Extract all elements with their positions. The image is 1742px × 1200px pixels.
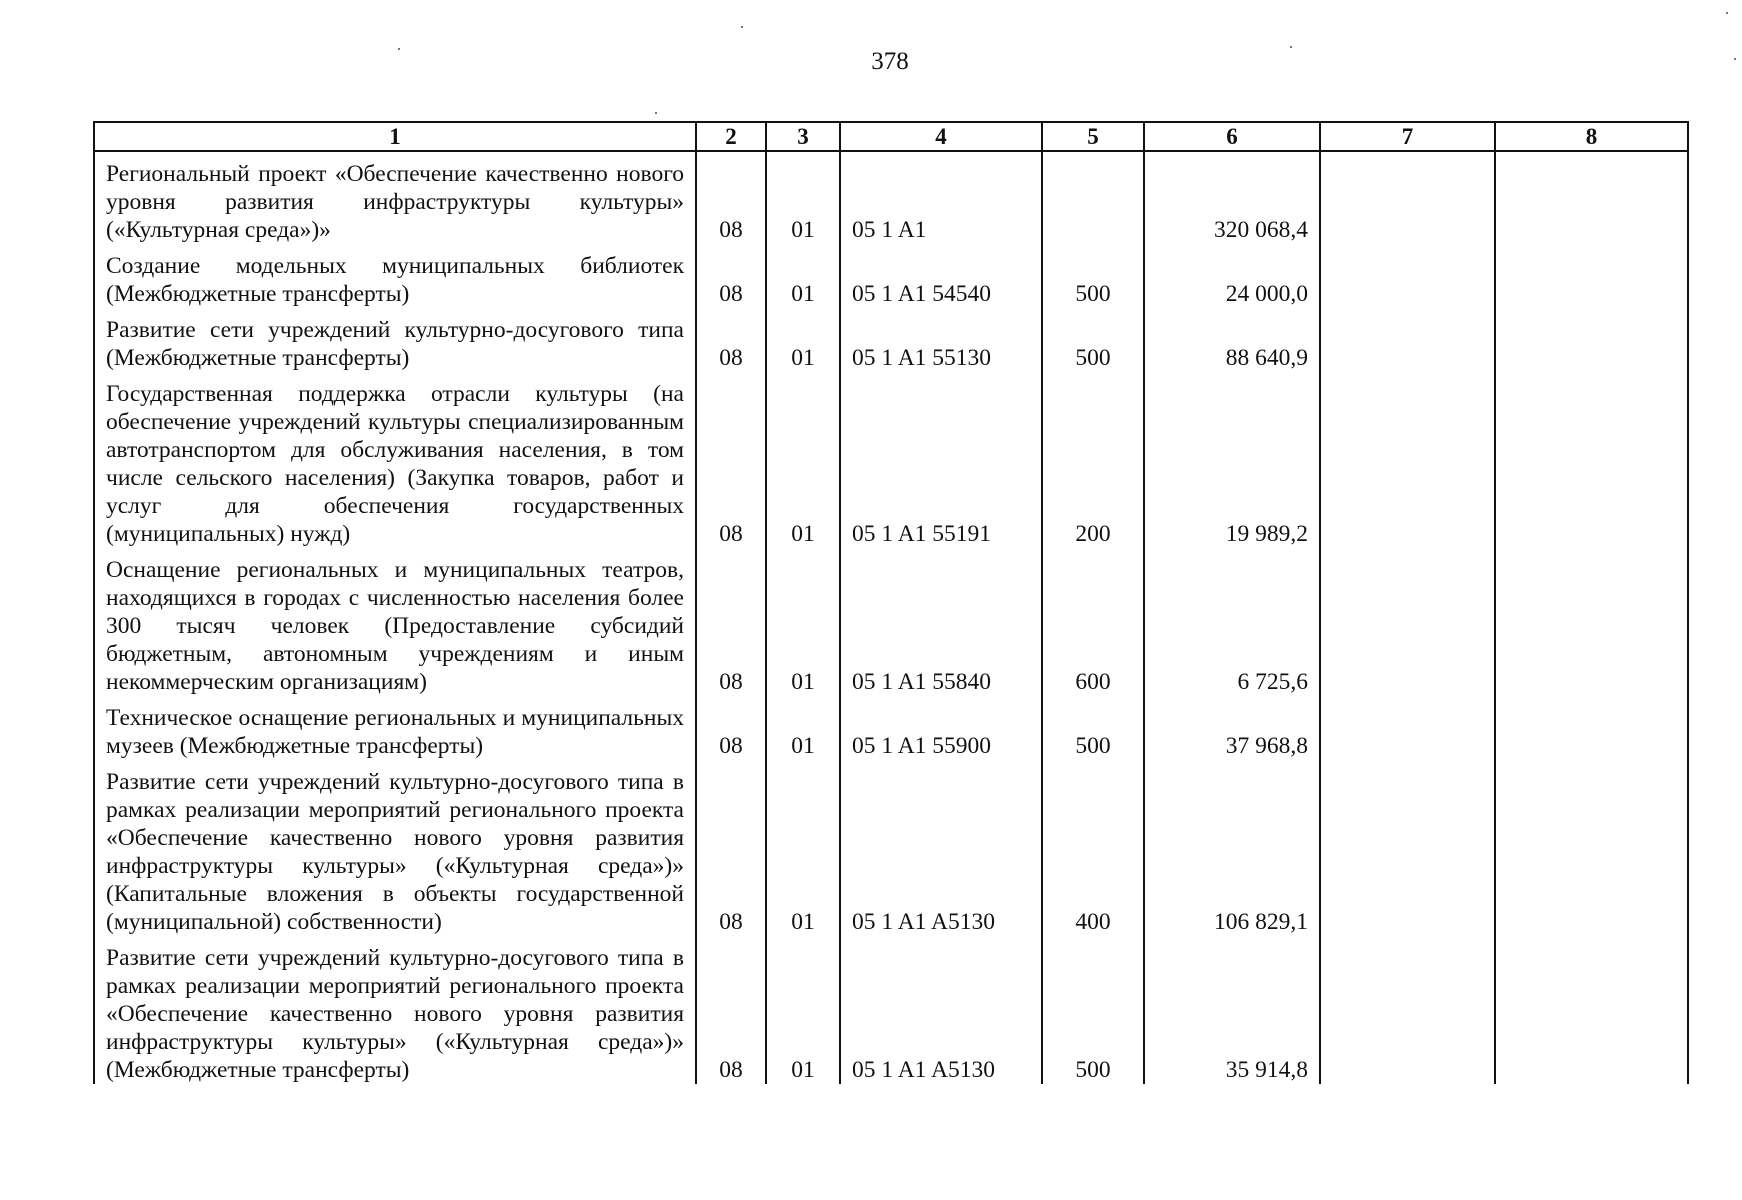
row-col7 <box>1320 760 1495 936</box>
row-name: Техническое оснащение региональных и муниципальных музеев (Межбюджетные трансферты) <box>94 696 696 760</box>
table-row <box>94 308 1688 372</box>
row-name: Региональный проект «Обеспечение качественно нового уровня развития инфраструктуры культуры» («Культурная среда»)» <box>94 151 696 244</box>
row-col8 <box>1495 244 1688 308</box>
row-col7 <box>1320 548 1495 696</box>
row-target-code: 05 1 A1 55900 <box>840 696 1042 760</box>
row-amount: 37 968,8 <box>1144 696 1320 760</box>
row-name: Оснащение региональных и муниципальных театров, находящихся в городах с численностью населения более 300 тысяч человек (Предоставление субсидий бюджетным, автономным учреждениям и иным некоммерческим организациям) <box>94 548 696 696</box>
row-amount: 19 989,2 <box>1144 372 1320 548</box>
scan-speck <box>741 26 743 28</box>
row-amount: 24 000,0 <box>1144 244 1320 308</box>
row-col7 <box>1320 244 1495 308</box>
budget-table <box>93 121 1689 1084</box>
row-col7 <box>1320 936 1495 1084</box>
row-col8 <box>1495 760 1688 936</box>
row-target-code: 05 1 A1 A5130 <box>840 760 1042 936</box>
row-expense-type: 500 <box>1042 244 1144 308</box>
row-name: Государственная поддержка отрасли культуры (на обеспечение учреждений культуры специализированным автотранспортом для обслуживания населения, в том числе сельского населения) (Закупка товаров, работ и услуг для обеспечения государственных (муниципальных) нужд) <box>94 372 696 548</box>
row-section: 08 <box>696 308 766 372</box>
column-header: 1 <box>94 122 696 151</box>
row-name: Развитие сети учреждений культурно-досугового типа в рамках реализации мероприятий регионального проекта «Обеспечение качественно нового уровня развития инфраструктуры культуры» («Культурная среда»)» (Межбюджетные трансферты) <box>94 936 696 1084</box>
column-header: 5 <box>1042 122 1144 151</box>
row-expense-type: 500 <box>1042 696 1144 760</box>
row-col8 <box>1495 936 1688 1084</box>
row-name: Создание модельных муниципальных библиотек (Межбюджетные трансферты) <box>94 244 696 308</box>
row-expense-type: 500 <box>1042 308 1144 372</box>
scan-speck <box>1734 58 1736 60</box>
row-section: 08 <box>696 244 766 308</box>
table-row <box>94 244 1688 308</box>
page-number: 378 <box>871 48 909 75</box>
row-amount: 35 914,8 <box>1144 936 1320 1084</box>
row-section: 08 <box>696 936 766 1084</box>
row-expense-type: 400 <box>1042 760 1144 936</box>
row-col7 <box>1320 372 1495 548</box>
row-amount: 6 725,6 <box>1144 548 1320 696</box>
column-header: 4 <box>840 122 1042 151</box>
row-subsection: 01 <box>766 760 840 936</box>
row-section: 08 <box>696 372 766 548</box>
row-target-code: 05 1 A1 A5130 <box>840 936 1042 1084</box>
scan-speck <box>1726 12 1728 14</box>
row-subsection: 01 <box>766 936 840 1084</box>
scan-speck <box>1290 46 1292 48</box>
row-expense-type: 500 <box>1042 936 1144 1084</box>
row-target-code: 05 1 A1 54540 <box>840 244 1042 308</box>
row-col8 <box>1495 308 1688 372</box>
header-row <box>94 122 1688 151</box>
row-col7 <box>1320 308 1495 372</box>
row-subsection: 01 <box>766 151 840 244</box>
row-name: Развитие сети учреждений культурно-досугового типа в рамках реализации мероприятий регионального проекта «Обеспечение качественно нового уровня развития инфраструктуры культуры» («Культурная среда»)» (Капитальные вложения в объекты государственной (муниципальной) собственности) <box>94 760 696 936</box>
row-col8 <box>1495 372 1688 548</box>
row-subsection: 01 <box>766 548 840 696</box>
row-section: 08 <box>696 760 766 936</box>
column-header: 6 <box>1144 122 1320 151</box>
row-col7 <box>1320 696 1495 760</box>
row-col7 <box>1320 151 1495 244</box>
table-row <box>94 760 1688 936</box>
row-amount: 106 829,1 <box>1144 760 1320 936</box>
scan-speck <box>398 48 400 50</box>
row-subsection: 01 <box>766 372 840 548</box>
row-expense-type: 600 <box>1042 548 1144 696</box>
row-col8 <box>1495 151 1688 244</box>
row-col8 <box>1495 548 1688 696</box>
row-section: 08 <box>696 696 766 760</box>
column-header: 2 <box>696 122 766 151</box>
row-expense-type <box>1042 151 1144 244</box>
row-col8 <box>1495 696 1688 760</box>
row-subsection: 01 <box>766 696 840 760</box>
row-target-code: 05 1 A1 <box>840 151 1042 244</box>
row-amount: 88 640,9 <box>1144 308 1320 372</box>
table-row <box>94 372 1688 548</box>
column-header: 7 <box>1320 122 1495 151</box>
row-subsection: 01 <box>766 244 840 308</box>
table-row <box>94 936 1688 1084</box>
scan-speck <box>655 112 657 114</box>
row-section: 08 <box>696 151 766 244</box>
row-target-code: 05 1 A1 55130 <box>840 308 1042 372</box>
row-subsection: 01 <box>766 308 840 372</box>
row-target-code: 05 1 A1 55191 <box>840 372 1042 548</box>
table-row <box>94 548 1688 696</box>
column-header: 8 <box>1495 122 1688 151</box>
row-name: Развитие сети учреждений культурно-досугового типа (Межбюджетные трансферты) <box>94 308 696 372</box>
row-expense-type: 200 <box>1042 372 1144 548</box>
row-section: 08 <box>696 548 766 696</box>
table-row <box>94 696 1688 760</box>
column-header: 3 <box>766 122 840 151</box>
row-amount: 320 068,4 <box>1144 151 1320 244</box>
row-target-code: 05 1 A1 55840 <box>840 548 1042 696</box>
table-row <box>94 151 1688 244</box>
